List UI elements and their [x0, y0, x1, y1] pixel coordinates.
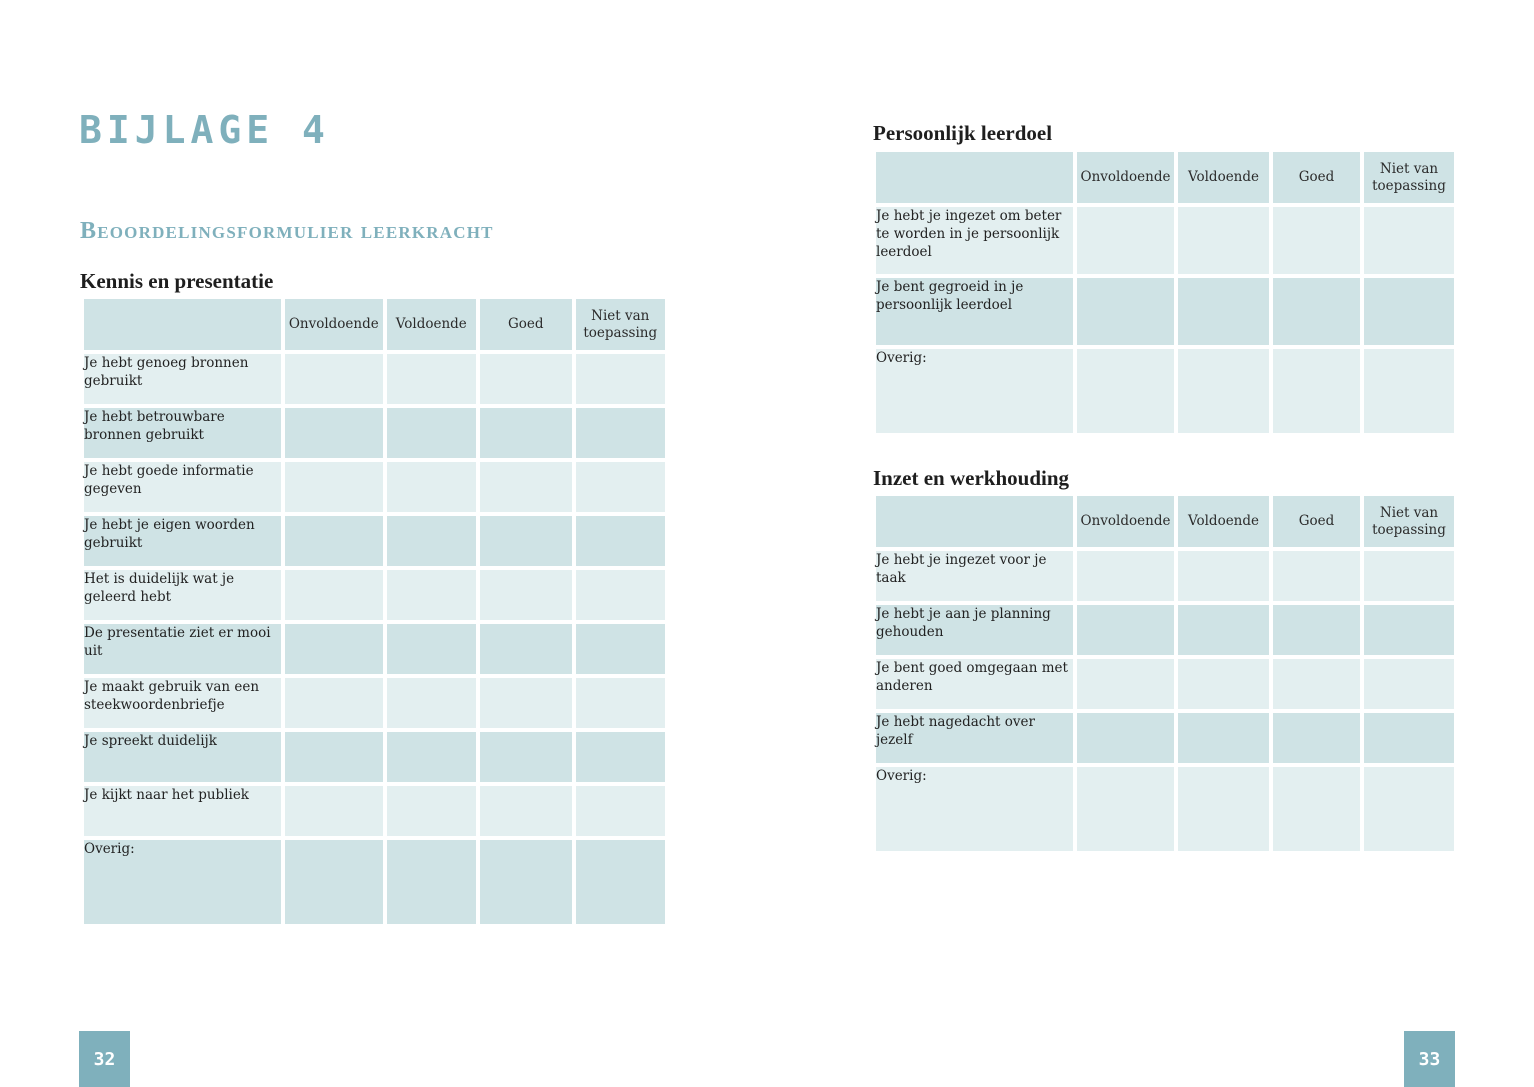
rating-cell[interactable]: [480, 570, 571, 620]
section-title-inzet: Inzet en werkhouding: [873, 466, 1070, 490]
header-empty-cell: [84, 299, 281, 350]
column-header: Onvoldoende: [1077, 496, 1174, 547]
rating-cell[interactable]: [387, 786, 476, 836]
criterion-label: Je hebt je eigen woorden gebruikt: [84, 516, 281, 566]
rating-cell[interactable]: [480, 840, 571, 924]
rating-cell[interactable]: [1364, 207, 1454, 274]
criteria-row: [876, 551, 1454, 601]
table-kennis: [80, 295, 669, 928]
rating-cell[interactable]: [576, 786, 666, 836]
rating-cell[interactable]: [1273, 551, 1360, 601]
rating-cell[interactable]: [480, 516, 571, 566]
section-title-kennis: Kennis en presentatie: [80, 269, 274, 293]
criteria-row: [84, 570, 665, 620]
rating-cell[interactable]: [1178, 349, 1269, 433]
rating-cell[interactable]: [1364, 659, 1454, 709]
rating-cell[interactable]: [1077, 767, 1174, 851]
rating-cell[interactable]: [387, 624, 476, 674]
criterion-label: Je hebt betrouwbare bronnen gebruikt: [84, 408, 281, 458]
rating-cell[interactable]: [1273, 349, 1360, 433]
criterion-label: De presentatie ziet er mooi uit: [84, 624, 281, 674]
appendix-heading: BIJLAGE 4: [79, 108, 330, 152]
rating-cell[interactable]: [387, 408, 476, 458]
rating-cell[interactable]: [576, 408, 666, 458]
rating-cell[interactable]: [285, 786, 383, 836]
rating-cell[interactable]: [480, 678, 571, 728]
rating-cell[interactable]: [285, 732, 383, 782]
column-header: Voldoende: [387, 299, 476, 350]
rating-cell[interactable]: [576, 624, 666, 674]
criterion-label: Het is duidelijk wat je geleerd hebt: [84, 570, 281, 620]
criterion-label: Je bent gegroeid in je persoonlijk leerdoel: [876, 278, 1073, 345]
rating-cell[interactable]: [285, 678, 383, 728]
criteria-row: [84, 732, 665, 782]
rating-cell[interactable]: [387, 516, 476, 566]
rating-cell[interactable]: [1178, 207, 1269, 274]
rating-cell[interactable]: [1273, 605, 1360, 655]
rating-cell[interactable]: [285, 462, 383, 512]
rating-cell[interactable]: [1178, 551, 1269, 601]
rating-cell[interactable]: [576, 354, 666, 404]
table-leerdoel: [872, 148, 1458, 437]
rating-cell[interactable]: [387, 840, 476, 924]
table-header-row: [876, 496, 1454, 547]
criterion-label: Overig:: [84, 840, 281, 924]
form-subtitle: Beoordelingsformulier leerkracht: [80, 218, 494, 244]
rating-cell[interactable]: [1077, 349, 1174, 433]
criterion-label: Je spreekt duidelijk: [84, 732, 281, 782]
criteria-row: [876, 207, 1454, 274]
rating-cell[interactable]: [285, 354, 383, 404]
rating-cell[interactable]: [387, 678, 476, 728]
page-number-left: 32: [79, 1031, 130, 1087]
rating-cell[interactable]: [1178, 278, 1269, 345]
criteria-row: [876, 349, 1454, 433]
criteria-row: [876, 605, 1454, 655]
rating-cell[interactable]: [1364, 551, 1454, 601]
criterion-label: Je hebt goede informatie gegeven: [84, 462, 281, 512]
header-empty-cell: [876, 496, 1073, 547]
criterion-label: Je hebt je aan je planning gehouden: [876, 605, 1073, 655]
rating-cell[interactable]: [387, 570, 476, 620]
rating-cell[interactable]: [1364, 605, 1454, 655]
section-title-leerdoel: Persoonlijk leerdoel: [873, 121, 1053, 145]
rating-cell[interactable]: [1364, 278, 1454, 345]
header-empty-cell: [876, 152, 1073, 203]
criteria-row: [84, 840, 665, 924]
rating-cell[interactable]: [387, 354, 476, 404]
rating-cell[interactable]: [576, 678, 666, 728]
table-header-row: [84, 299, 665, 350]
table-header-row: [876, 152, 1454, 203]
criterion-label: Je bent goed omgegaan met anderen: [876, 659, 1073, 709]
rating-cell[interactable]: [1077, 551, 1174, 601]
rating-cell[interactable]: [1273, 207, 1360, 274]
rating-cell[interactable]: [1178, 659, 1269, 709]
rating-cell[interactable]: [1364, 767, 1454, 851]
rating-cell[interactable]: [480, 408, 571, 458]
rating-cell[interactable]: [285, 624, 383, 674]
rating-cell[interactable]: [480, 354, 571, 404]
rating-cell[interactable]: [1273, 278, 1360, 345]
rating-cell[interactable]: [387, 732, 476, 782]
criteria-row: [84, 516, 665, 566]
rating-cell[interactable]: [1273, 713, 1360, 763]
column-header: Niet van toepassing: [576, 299, 666, 350]
rating-cell[interactable]: [480, 462, 571, 512]
rating-cell[interactable]: [285, 840, 383, 924]
rating-cell[interactable]: [1364, 713, 1454, 763]
criteria-row: [84, 408, 665, 458]
rating-cell[interactable]: [1178, 767, 1269, 851]
criteria-row: [876, 278, 1454, 345]
criterion-label: Je maakt gebruik van een steekwoordenbriefje: [84, 678, 281, 728]
rating-cell[interactable]: [285, 408, 383, 458]
criteria-row: [84, 786, 665, 836]
criterion-label: Je hebt je ingezet om beter te worden in je persoonlijk leerdoel: [876, 207, 1073, 274]
criterion-label: Je kijkt naar het publiek: [84, 786, 281, 836]
criterion-label: Je hebt je ingezet voor je taak: [876, 551, 1073, 601]
criteria-row: [84, 462, 665, 512]
rating-cell[interactable]: [576, 462, 666, 512]
rating-cell[interactable]: [480, 624, 571, 674]
criterion-label: Overig:: [876, 349, 1073, 433]
column-header: Goed: [1273, 152, 1360, 203]
page-number-right: 33: [1404, 1031, 1455, 1087]
rating-cell[interactable]: [1178, 605, 1269, 655]
column-header: Niet van toepassing: [1364, 152, 1454, 203]
table-inzet: [872, 492, 1458, 855]
criteria-row: [84, 624, 665, 674]
rating-cell[interactable]: [576, 732, 666, 782]
rating-cell[interactable]: [1077, 207, 1174, 274]
rating-cell[interactable]: [1178, 713, 1269, 763]
criteria-row: [876, 659, 1454, 709]
criteria-row: [876, 767, 1454, 851]
rating-cell[interactable]: [1077, 713, 1174, 763]
criterion-label: Je hebt genoeg bronnen gebruikt: [84, 354, 281, 404]
criteria-row: [84, 678, 665, 728]
column-header: Voldoende: [1178, 496, 1269, 547]
column-header: Onvoldoende: [1077, 152, 1174, 203]
rating-cell[interactable]: [480, 732, 571, 782]
rating-cell[interactable]: [387, 462, 476, 512]
rating-cell[interactable]: [1077, 278, 1174, 345]
rating-cell[interactable]: [1273, 767, 1360, 851]
column-header: Voldoende: [1178, 152, 1269, 203]
rating-cell[interactable]: [285, 570, 383, 620]
rating-cell[interactable]: [1077, 659, 1174, 709]
rating-cell[interactable]: [285, 516, 383, 566]
rating-cell[interactable]: [576, 516, 666, 566]
rating-cell[interactable]: [1077, 605, 1174, 655]
column-header: Onvoldoende: [285, 299, 383, 350]
column-header: Goed: [480, 299, 571, 350]
rating-cell[interactable]: [1273, 659, 1360, 709]
criteria-row: [876, 713, 1454, 763]
criteria-row: [84, 354, 665, 404]
rating-cell[interactable]: [480, 786, 571, 836]
rating-cell[interactable]: [576, 570, 666, 620]
column-header: Goed: [1273, 496, 1360, 547]
rating-cell[interactable]: [576, 840, 666, 924]
rating-cell[interactable]: [1364, 349, 1454, 433]
criterion-label: Je hebt nagedacht over jezelf: [876, 713, 1073, 763]
column-header: Niet van toepassing: [1364, 496, 1454, 547]
criterion-label: Overig:: [876, 767, 1073, 851]
